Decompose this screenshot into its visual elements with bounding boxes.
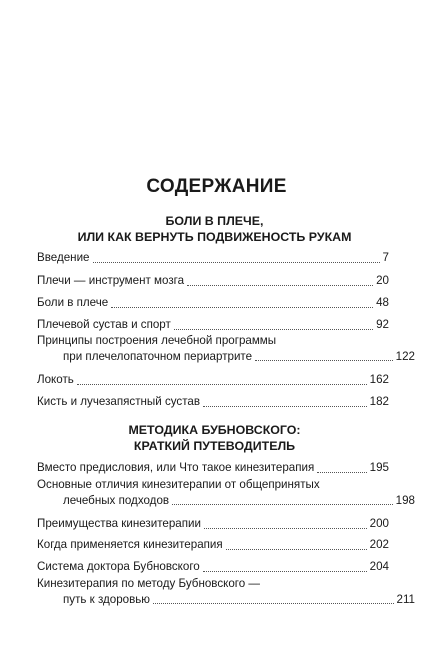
toc-entry-path-to-health[interactable]: [37, 576, 415, 607]
dot-leader: [174, 329, 373, 330]
toc-entry-title: при плечелопаточном периартрите: [63, 349, 253, 363]
toc-entry-page: 122: [395, 349, 415, 363]
toc-entry-advantages[interactable]: [37, 516, 389, 532]
page-title: СОДЕРЖАНИЕ: [146, 176, 287, 197]
toc-entry-page: 198: [395, 493, 415, 507]
section-heading-shoulder-pain: [40, 213, 389, 245]
dot-leader: [172, 504, 393, 505]
toc-entry-title: Введение: [37, 251, 90, 264]
toc-entry-elbow[interactable]: [37, 372, 389, 388]
toc-entry-when-applied[interactable]: [37, 537, 389, 553]
section-heading-line: БОЛИ В ПЛЕЧЕ,: [165, 214, 264, 228]
toc-entry-main-differences[interactable]: [37, 477, 415, 508]
toc-entry-page: 200: [369, 517, 389, 530]
toc-entry-page: 92: [376, 318, 389, 331]
toc-entry-title: Когда применяется кинезитерапия: [37, 538, 223, 551]
toc-entry-title: Кисть и лучезапястный сустав: [37, 395, 200, 408]
toc-entry-title: путь к здоровью: [63, 592, 151, 606]
toc-entry-treatment-principles[interactable]: [37, 333, 415, 364]
toc-entry-page: 195: [369, 461, 389, 474]
toc-entry-introduction[interactable]: [37, 250, 389, 266]
toc-entry-doctor-system[interactable]: [37, 559, 389, 575]
dot-leader: [77, 384, 367, 385]
toc-entry-page: 20: [376, 274, 389, 287]
dot-leader: [255, 360, 393, 361]
dot-leader: [226, 549, 367, 550]
toc-entry-page: 204: [369, 560, 389, 573]
section-heading-line: КРАТКИЙ ПУТЕВОДИТЕЛЬ: [133, 439, 296, 453]
dot-leader: [317, 472, 366, 473]
toc-entry-hand-wrist[interactable]: [37, 394, 389, 410]
toc-entry-shoulder-pain[interactable]: [37, 295, 389, 311]
toc-entry-page: 211: [396, 592, 415, 606]
toc-entry-title: Плечи — инструмент мозга: [37, 274, 185, 287]
toc-entry-title: лечебных подходов: [63, 493, 170, 507]
dot-leader: [111, 307, 373, 308]
toc-entry-page: 48: [376, 296, 389, 309]
toc-entry-title: Вместо предисловия, или Что такое кинезитерапия: [37, 461, 315, 474]
toc-entry-shoulders[interactable]: [37, 273, 389, 289]
section-heading-line: МЕТОДИКА БУБНОВСКОГО:: [128, 423, 301, 437]
dot-leader: [187, 285, 373, 286]
toc-entry-title-line1: Кинезитерапия по методу Бубновского —: [37, 577, 261, 590]
toc-entry-page: 162: [369, 373, 389, 386]
toc-entry-foreword[interactable]: [37, 460, 389, 476]
toc-entry-title: Боли в плече: [37, 296, 109, 309]
toc-entry-title: Локоть: [37, 373, 74, 386]
dot-leader: [203, 406, 367, 407]
toc-entry-page: 202: [369, 538, 389, 551]
toc-entry-title: Система доктора Бубновского: [37, 560, 200, 573]
section-heading-line: ИЛИ КАК ВЕРНУТЬ ПОДВИЖЕНОСТЬ РУКАМ: [77, 230, 352, 244]
dot-leader: [203, 571, 367, 572]
toc-entry-page: 182: [369, 395, 389, 408]
toc-entry-title-line1: Основные отличия кинезитерапии от общепринятых: [37, 478, 320, 491]
toc-entry-title-line1: Принципы построения лечебной программы: [37, 334, 277, 347]
section-heading-bubnovsky-method: [40, 422, 389, 454]
toc-entry-title: Преимущества кинезитерапии: [37, 517, 201, 530]
toc-entry-title: Плечевой сустав и спорт: [37, 318, 171, 331]
dot-leader: [153, 603, 394, 604]
toc-entry-shoulder-joint-sport[interactable]: [37, 317, 389, 333]
dot-leader: [93, 262, 380, 263]
toc-entry-page: 7: [382, 251, 389, 264]
dot-leader: [204, 528, 367, 529]
